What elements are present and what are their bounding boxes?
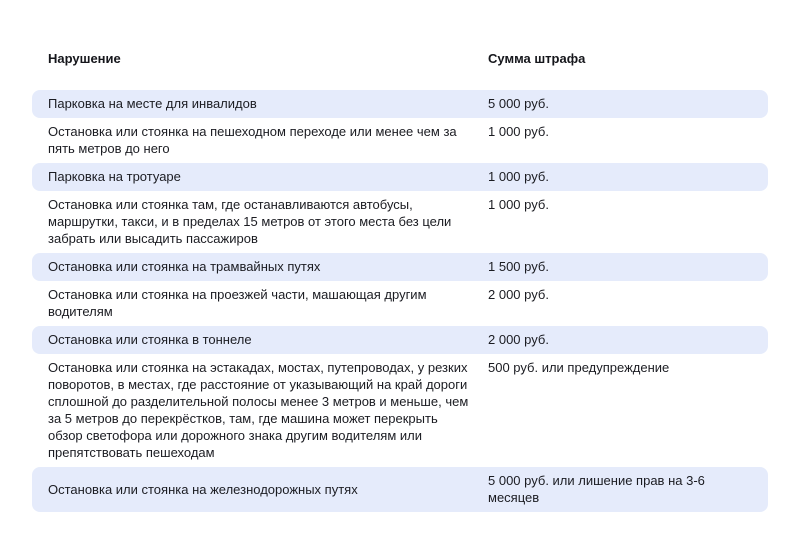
- table-row: [32, 253, 768, 281]
- table-header-row: [32, 50, 768, 67]
- violation-cell: Парковка на месте для инвалидов: [48, 96, 257, 111]
- table-row: [32, 90, 768, 118]
- table-row: [32, 163, 768, 191]
- header-violation: Нарушение: [48, 51, 121, 66]
- violation-cell: Остановка или стоянка в тоннеле: [48, 332, 252, 347]
- table-row: [32, 118, 768, 163]
- fine-cell: 500 руб. или предупреждение: [488, 360, 670, 375]
- fine-cell: 1 000 руб.: [488, 169, 549, 184]
- fine-cell: 5 000 руб. или лишение прав на 3-6 месяцев: [488, 473, 705, 505]
- fine-cell: 1 500 руб.: [488, 259, 549, 274]
- header-fine: Сумма штрафа: [488, 51, 586, 66]
- fine-cell: 1 000 руб.: [488, 124, 549, 139]
- violation-cell: Остановка или стоянка на трамвайных путях: [48, 259, 321, 274]
- fine-cell: 1 000 руб.: [488, 197, 549, 212]
- table-row: [32, 281, 768, 326]
- violation-cell: Остановка или стоянка на эстакадах, мостах, путепроводах, у резких поворотов, в местах, где расстояние от указывающий на край дороги сплошной до разделительной полосы менее 3 метров и меньше, чем за 5 метров до перекрёстков, там, где машина может перекрыть обзор светофора или дорожного знака другим водителям или препятствовать пешеходам: [48, 360, 469, 460]
- violation-cell: Остановка или стоянка там, где останавливаются автобусы, маршрутки, такси, и в пределах 15 метров от этого места без цели забрать или высадить пассажиров: [48, 197, 452, 246]
- fine-cell: 2 000 руб.: [488, 332, 549, 347]
- violation-cell: Остановка или стоянка на проезжей части, машающая другим водителям: [48, 287, 427, 319]
- fine-cell: 5 000 руб.: [488, 96, 549, 111]
- table-row: [32, 326, 768, 354]
- violation-cell: Остановка или стоянка на железнодорожных путях: [48, 481, 358, 497]
- table-row: [32, 191, 768, 253]
- violation-cell: Парковка на тротуаре: [48, 169, 181, 184]
- violation-cell: Остановка или стоянка на пешеходном переходе или менее чем за пять метров до него: [48, 124, 457, 156]
- table-row: [32, 354, 768, 467]
- table-row: [32, 467, 768, 512]
- fines-table: [32, 50, 768, 512]
- fine-cell: 2 000 руб.: [488, 287, 549, 302]
